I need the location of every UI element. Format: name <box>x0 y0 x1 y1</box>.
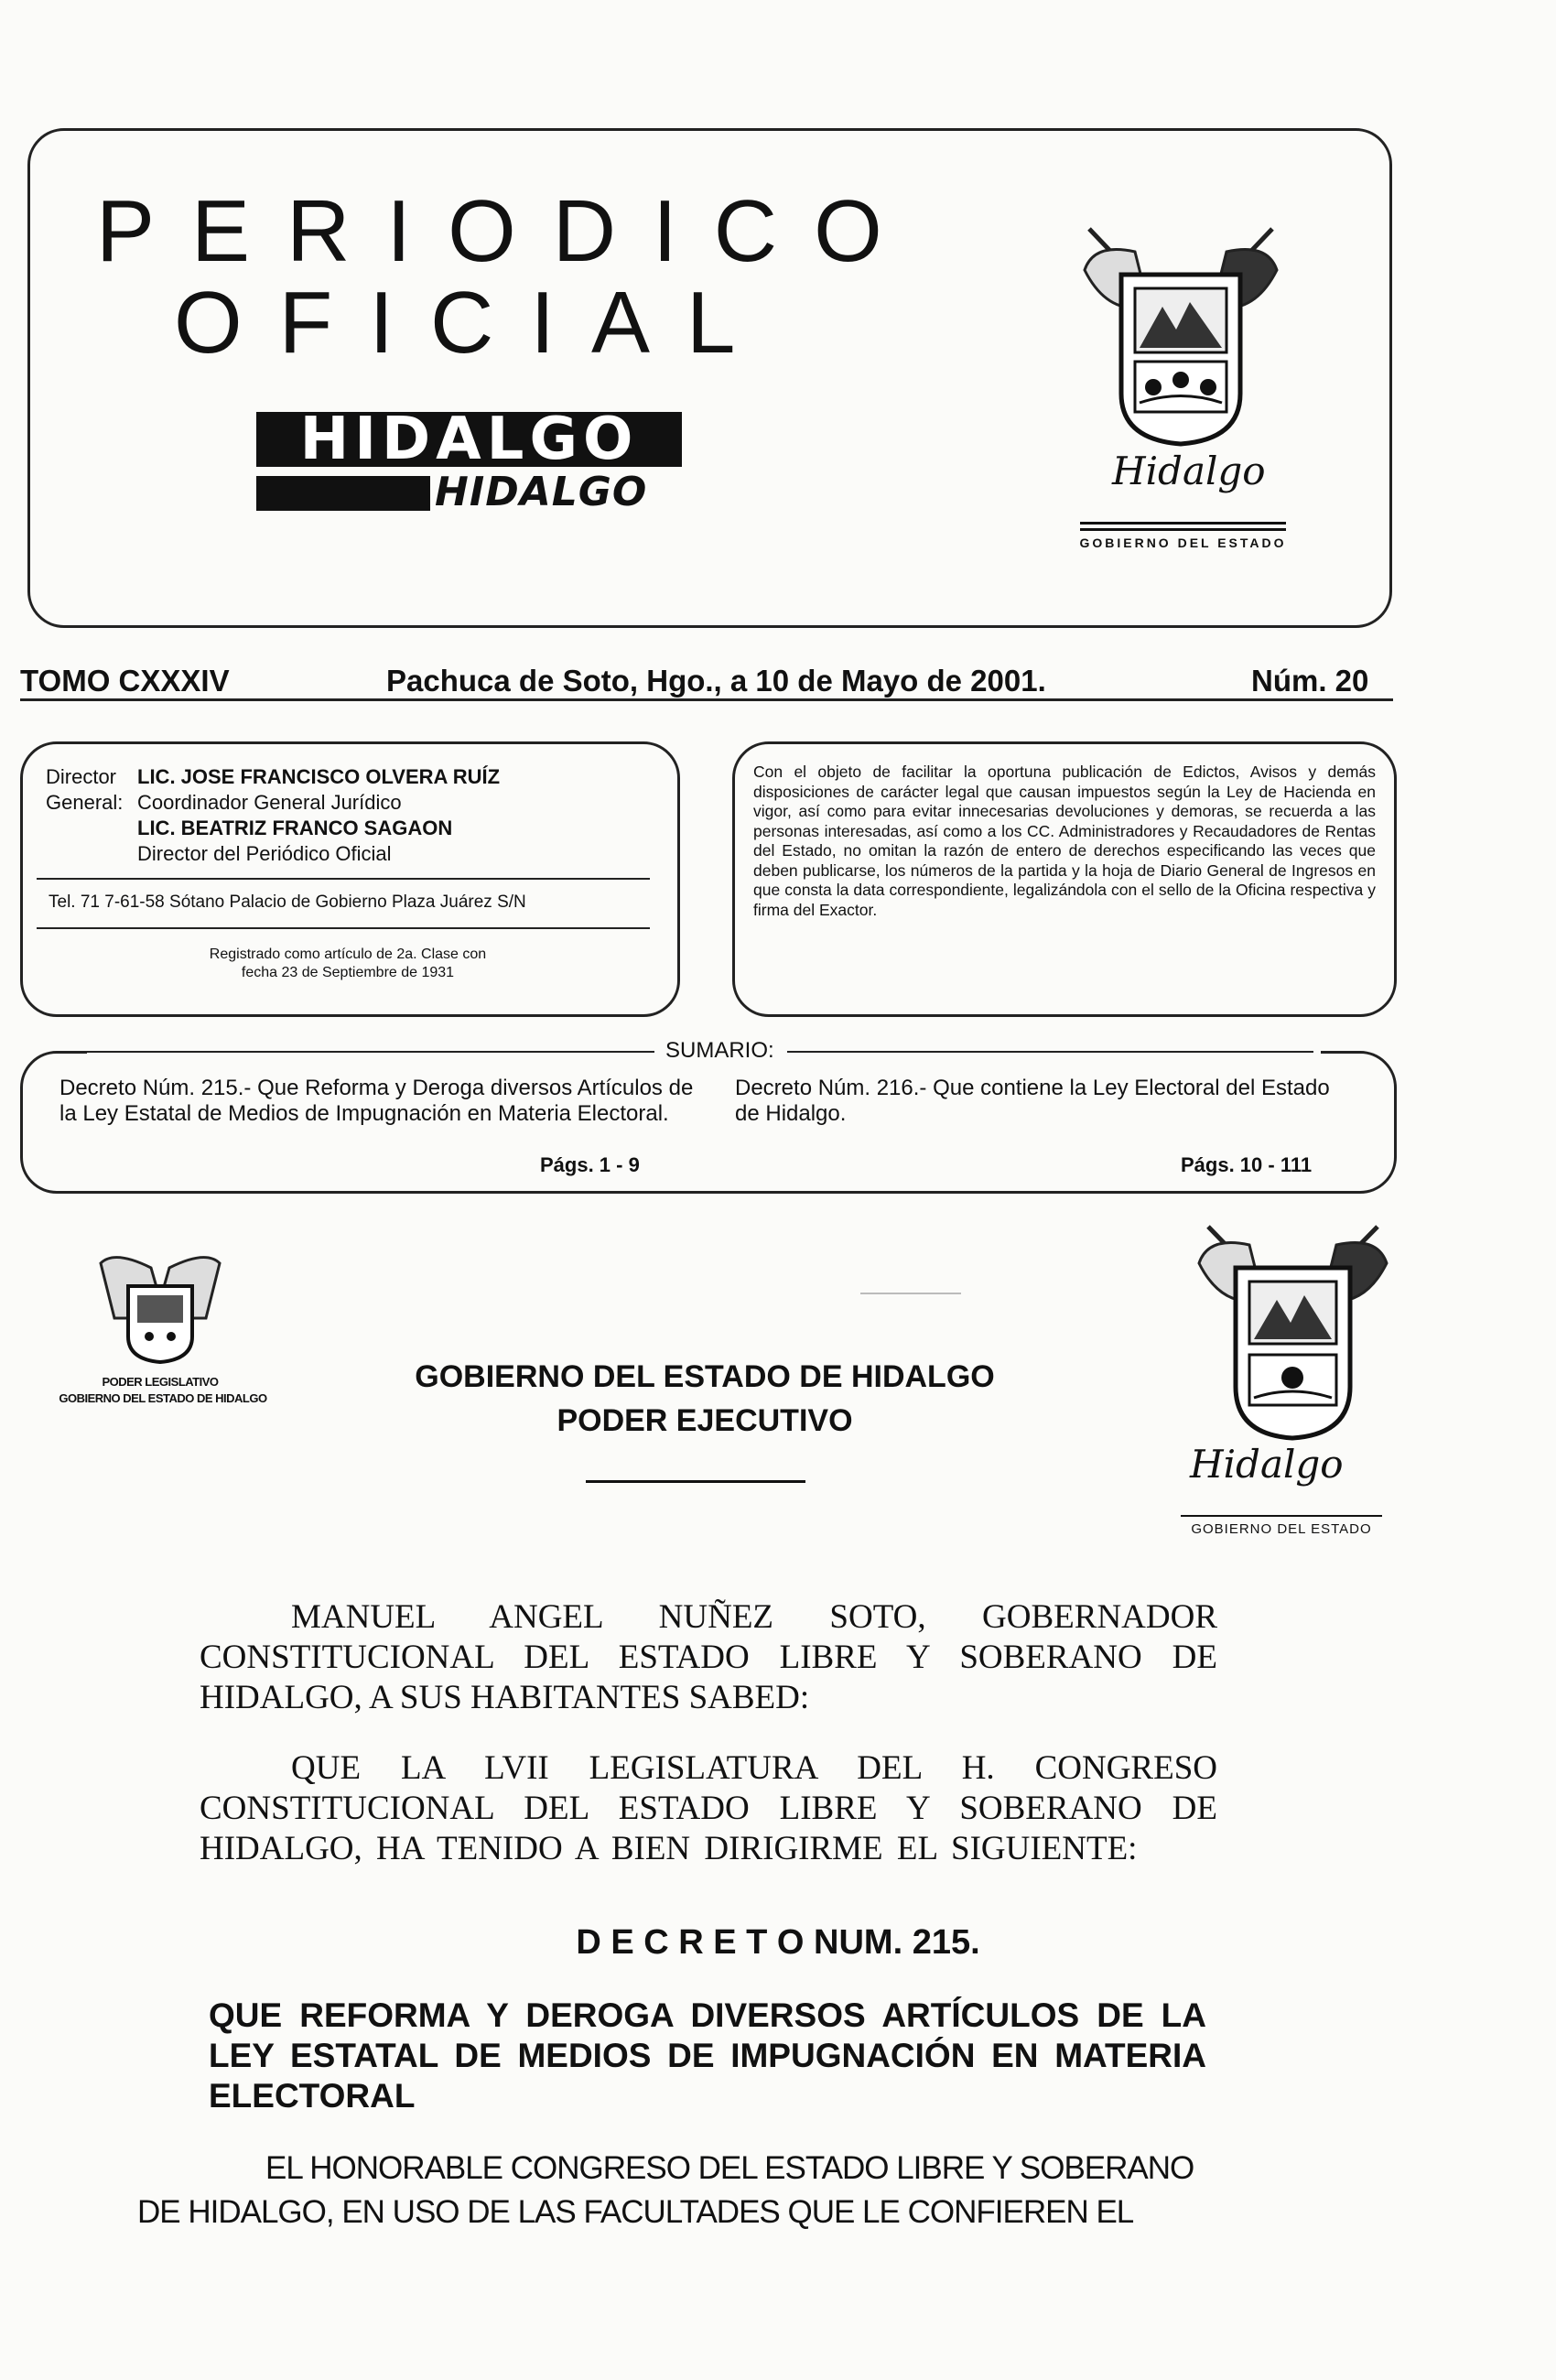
government-rule <box>586 1480 805 1483</box>
tomo-label: TOMO CXXXIV <box>20 664 230 698</box>
body-paragraph-1: MANUEL ANGEL NUÑEZ SOTO, GOBERNADOR CONSTITUCIONAL DEL ESTADO LIBRE Y SOBERANO DE HIDALGO, A SUS HABITANTES SABED: <box>200 1598 1217 1716</box>
director-role-label-1: Director <box>46 765 117 788</box>
government-line-2: PODER EJECUTIVO <box>556 1403 853 1438</box>
issue-number: Núm. 20 <box>1251 664 1369 698</box>
legislative-label-2: GOBIERNO DEL ESTADO DE HIDALGO <box>59 1391 267 1405</box>
right-coat-label: GOBIERNO DEL ESTADO <box>1191 1521 1372 1537</box>
issue-rule <box>20 698 1393 701</box>
scan-mark <box>860 1293 961 1294</box>
decree-title: D E C R E T O NUM. 215. <box>576 1923 980 1962</box>
body-paragraph-2: QUE LA LVII LEGISLATURA DEL H. CONGRESO CONSTITUCIONAL DEL ESTADO LIBRE Y SOBERANO DE HIDALGO, HA TENIDO A BIEN DIRIGIRME EL SIGUIENTE: <box>200 1749 1217 1867</box>
editor-title: Director del Periódico Oficial <box>137 842 392 865</box>
director-role-label-2: General: <box>46 791 124 814</box>
masthead-title-line1: PERIODICO <box>96 182 919 280</box>
hidalgo-logo-bar <box>256 476 430 511</box>
registration-line-2: fecha 23 de Septiembre de 1931 <box>241 965 455 980</box>
coat-label: GOBIERNO DEL ESTADO <box>1079 536 1287 550</box>
coat-rule <box>1080 522 1286 525</box>
sumario-heading: SUMARIO: <box>662 1038 778 1064</box>
masthead-title-line2: OFICIAL <box>174 274 773 372</box>
legislative-emblem-icon <box>96 1254 224 1364</box>
sumario-item-1-pages: Págs. 1 - 9 <box>540 1153 640 1176</box>
notice-text: Con el objeto de facilitar la oportuna publicación de Edictos, Avisos y demás disposiciones de carácter legal que causan impuestos según la Ley de Hacienda en vigor, así como para evitar innecesarias devoluciones y demoras, se recuerda a las personas interesadas, así como a los CC. Administradores y Recaudadores de Rentas del Estado, no omitan la razón de entero de derechos especificando las veces que deben publicarse, los números de la partida y la hoja de Diario General de Ingresos en que consta la data correspondiente, legalizándola con el sello de la Oficina respectiva y firma del Exactor. <box>753 763 1376 919</box>
sumario-item-2-pages: Págs. 10 - 111 <box>1181 1153 1313 1176</box>
state-coat-of-arms-icon-2 <box>1190 1222 1396 1442</box>
sumario-item-2: Decreto Núm. 216.- Que contiene la Ley Electoral del Estado de Hidalgo. <box>735 1076 1330 1126</box>
notice-box <box>732 741 1397 1017</box>
director-divider <box>37 878 650 880</box>
coat-rule-2 <box>1080 528 1286 531</box>
director-contact: Tel. 71 7-61-58 Sótano Palacio de Gobierno Plaza Juárez S/N <box>49 892 526 912</box>
legislative-label-1: PODER LEGISLATIVO <box>102 1375 219 1389</box>
director-name: LIC. JOSE FRANCISCO OLVERA RUÍZ <box>137 765 501 788</box>
sumario-heading-band <box>87 1038 1321 1064</box>
decree-subject: QUE REFORMA Y DEROGA DIVERSOS ARTÍCULOS DE LA LEY ESTATAL DE MEDIOS DE IMPUGNACIÓN EN MATERIA ELECTORAL <box>209 1996 1206 2115</box>
sumario-rule-right <box>787 1051 1313 1053</box>
state-coat-of-arms-icon <box>1071 224 1291 449</box>
director-box <box>20 741 680 1017</box>
registration-line-1: Registrado como artículo de 2a. Clase con <box>209 947 487 962</box>
sumario-rule-left <box>87 1051 654 1053</box>
hidalgo-logo-small: HIDALGO <box>435 469 648 515</box>
director-divider-2 <box>37 927 650 929</box>
body-paragraph-3-line-2: DE HIDALGO, EN USO DE LAS FACULTADES QUE LE CONFIEREN EL <box>137 2194 1134 2230</box>
government-line-1: GOBIERNO DEL ESTADO DE HIDALGO <box>415 1359 995 1394</box>
sumario-box <box>20 1038 1397 1194</box>
sumario-item-1: Decreto Núm. 215.- Que Reforma y Deroga diversos Artículos de la Ley Estatal de Medios de Impugnación en Materia Electoral. <box>59 1076 694 1126</box>
issue-line <box>20 664 1393 700</box>
hidalgo-logo <box>256 406 682 517</box>
hidalgo-logo-big: HIDALGO <box>256 412 682 467</box>
director-title: Coordinador General Jurídico <box>137 791 402 814</box>
place-date: Pachuca de Soto, Hgo., a 10 de Mayo de 2001. <box>386 664 1046 698</box>
editor-name: LIC. BEATRIZ FRANCO SAGAON <box>137 817 453 839</box>
right-coat-rule <box>1181 1515 1382 1517</box>
body-paragraph-3-line-1: EL HONORABLE CONGRESO DEL ESTADO LIBRE Y SOBERANO <box>265 2150 1194 2186</box>
right-coat-script: Hidalgo <box>1190 1442 1344 1487</box>
coat-script-hidalgo: Hidalgo <box>1112 449 1266 493</box>
